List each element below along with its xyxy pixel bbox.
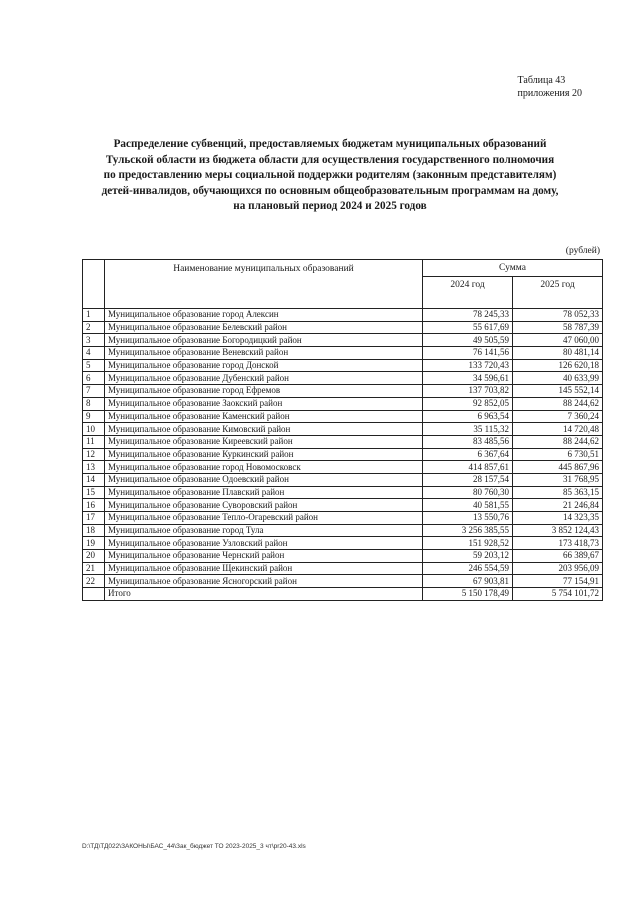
row-value-2024: 83 485,56 — [423, 435, 513, 448]
table-row — [83, 385, 603, 398]
row-name: Муниципальное образование Суворовский район — [105, 499, 423, 512]
table-row — [83, 410, 603, 423]
row-number: 4 — [83, 347, 105, 360]
row-name: Муниципальное образование город Тула — [105, 524, 423, 537]
row-number: 20 — [83, 550, 105, 563]
total-row — [83, 588, 603, 601]
row-value-2025: 14 323,35 — [513, 512, 603, 525]
row-value-2025: 58 787,39 — [513, 321, 603, 334]
row-value-2025: 173 418,73 — [513, 537, 603, 550]
row-value-2024: 246 554,59 — [423, 562, 513, 575]
row-value-2025: 66 389,67 — [513, 550, 603, 563]
row-value-2025: 78 052,33 — [513, 309, 603, 322]
row-value-2025: 80 481,14 — [513, 347, 603, 360]
row-number: 6 — [83, 372, 105, 385]
row-value-2024: 3 256 385,55 — [423, 524, 513, 537]
title-line: детей-инвалидов, обучающихся по основным общеобразовательным программам на дому, — [101, 184, 559, 197]
title-line: Распределение субвенций, предоставляемых бюджетам муниципальных образований — [113, 138, 547, 150]
row-name: Муниципальное образование Дубенский район — [105, 372, 423, 385]
row-name: Итого — [105, 588, 423, 601]
row-value-2025: 203 956,09 — [513, 562, 603, 575]
row-value-2024: 80 760,30 — [423, 486, 513, 499]
table-row — [83, 473, 603, 486]
row-value-2024: 40 581,55 — [423, 499, 513, 512]
row-value-2025: 145 552,14 — [513, 385, 603, 398]
row-number: 13 — [83, 461, 105, 474]
header-number-cell — [83, 260, 105, 309]
subsidy-table — [82, 259, 603, 601]
row-number: 5 — [83, 359, 105, 372]
row-value-2024: 133 720,43 — [423, 359, 513, 372]
row-number: 21 — [83, 562, 105, 575]
row-value-2025: 7 360,24 — [513, 410, 603, 423]
row-value-2025: 88 244,62 — [513, 397, 603, 410]
row-number: 14 — [83, 473, 105, 486]
row-number: 7 — [83, 385, 105, 398]
row-value-2025: 445 867,96 — [513, 461, 603, 474]
row-number: 9 — [83, 410, 105, 423]
row-value-2025: 5 754 101,72 — [513, 588, 603, 601]
row-value-2024: 13 550,76 — [423, 512, 513, 525]
table-row — [83, 359, 603, 372]
row-value-2025: 31 768,95 — [513, 473, 603, 486]
row-value-2025: 40 633,99 — [513, 372, 603, 385]
table-row — [83, 334, 603, 347]
row-name: Муниципальное образование Кимовский район — [105, 423, 423, 436]
row-value-2025: 85 363,15 — [513, 486, 603, 499]
row-name: Муниципальное образование город Новомосковск — [105, 461, 423, 474]
file-path: D:\ТД\ТД022\ЗАКОНЫ\БАС_44\Зак_бюджет ТО 2023-2025_3 чт\pr20-43.xls — [82, 843, 306, 850]
row-name: Муниципальное образование Тепло-Огаревский район — [105, 512, 423, 525]
row-name: Муниципальное образование Узловский район — [105, 537, 423, 550]
table-row — [83, 423, 603, 436]
table-row — [83, 448, 603, 461]
table-body — [83, 309, 603, 601]
row-value-2025: 77 154,91 — [513, 575, 603, 588]
row-value-2025: 88 244,62 — [513, 435, 603, 448]
row-value-2025: 14 720,48 — [513, 423, 603, 436]
table-row — [83, 347, 603, 360]
row-name: Муниципальное образование Одоевский район — [105, 473, 423, 486]
row-number: 8 — [83, 397, 105, 410]
table-row — [83, 524, 603, 537]
row-number: 3 — [83, 334, 105, 347]
row-number: 12 — [83, 448, 105, 461]
row-value-2024: 78 245,33 — [423, 309, 513, 322]
row-value-2024: 28 157,54 — [423, 473, 513, 486]
row-value-2024: 76 141,56 — [423, 347, 513, 360]
row-name: Муниципальное образование город Алексин — [105, 309, 423, 322]
table-row — [83, 397, 603, 410]
row-name: Муниципальное образование Плавский район — [105, 486, 423, 499]
row-value-2025: 126 620,18 — [513, 359, 603, 372]
table-row — [83, 321, 603, 334]
row-number: 17 — [83, 512, 105, 525]
table-row — [83, 499, 603, 512]
title-line: по предоставлению меры социальной поддержки родителям (законным представителям) — [103, 169, 557, 182]
header-year-2025: 2025 год — [513, 277, 603, 309]
header-name: Наименование муниципальных образований — [105, 260, 423, 309]
document-title — [60, 137, 600, 215]
row-number: 22 — [83, 575, 105, 588]
table-row — [83, 309, 603, 322]
row-number: 11 — [83, 435, 105, 448]
units-label: (рублей) — [565, 246, 600, 256]
table-row — [83, 512, 603, 525]
row-value-2024: 5 150 178,49 — [423, 588, 513, 601]
row-value-2024: 49 505,59 — [423, 334, 513, 347]
title-line: на плановый период 2024 и 2025 годов — [233, 200, 427, 213]
title-line: Тульской области из бюджета области для осуществления государственного полномочия — [105, 153, 555, 166]
row-value-2024: 151 928,52 — [423, 537, 513, 550]
row-name: Муниципальное образование город Донской — [105, 359, 423, 372]
table-row — [83, 486, 603, 499]
row-name: Муниципальное образование Веневский район — [105, 347, 423, 360]
row-value-2024: 59 203,12 — [423, 550, 513, 563]
appendix-number: приложения 20 — [517, 88, 582, 99]
row-number — [83, 588, 105, 601]
row-name: Муниципальное образование Куркинский район — [105, 448, 423, 461]
row-value-2025: 6 730,51 — [513, 448, 603, 461]
row-name: Муниципальное образование Киреевский район — [105, 435, 423, 448]
header-sum: Сумма — [423, 260, 603, 277]
row-number: 1 — [83, 309, 105, 322]
row-value-2024: 137 703,82 — [423, 385, 513, 398]
row-value-2025: 3 852 124,43 — [513, 524, 603, 537]
row-name: Муниципальное образование Белевский район — [105, 321, 423, 334]
table-number: Таблица 43 — [517, 75, 566, 86]
row-number: 10 — [83, 423, 105, 436]
row-value-2024: 6 367,64 — [423, 448, 513, 461]
table-row — [83, 550, 603, 563]
row-value-2024: 6 963,54 — [423, 410, 513, 423]
row-name: Муниципальное образование Каменский район — [105, 410, 423, 423]
row-value-2025: 47 060,00 — [513, 334, 603, 347]
row-value-2024: 55 617,69 — [423, 321, 513, 334]
row-number: 15 — [83, 486, 105, 499]
table-row — [83, 575, 603, 588]
row-name: Муниципальное образование Богородицкий район — [105, 334, 423, 347]
table-row — [83, 435, 603, 448]
header-year-2024: 2024 год — [423, 277, 513, 309]
row-name: Муниципальное образование Чернский район — [105, 550, 423, 563]
row-value-2024: 414 857,61 — [423, 461, 513, 474]
table-row — [83, 537, 603, 550]
row-value-2024: 67 903,81 — [423, 575, 513, 588]
table-reference — [518, 74, 582, 100]
row-name: Муниципальное образование Ясногорский район — [105, 575, 423, 588]
table-row — [83, 461, 603, 474]
row-name: Муниципальное образование город Ефремов — [105, 385, 423, 398]
row-number: 16 — [83, 499, 105, 512]
row-value-2025: 21 246,84 — [513, 499, 603, 512]
table-row — [83, 562, 603, 575]
row-value-2024: 34 596,61 — [423, 372, 513, 385]
row-value-2024: 35 115,32 — [423, 423, 513, 436]
row-number: 18 — [83, 524, 105, 537]
row-number: 19 — [83, 537, 105, 550]
row-value-2024: 92 852,05 — [423, 397, 513, 410]
row-number: 2 — [83, 321, 105, 334]
row-name: Муниципальное образование Заокский район — [105, 397, 423, 410]
table-row — [83, 372, 603, 385]
row-name: Муниципальное образование Щекинский район — [105, 562, 423, 575]
